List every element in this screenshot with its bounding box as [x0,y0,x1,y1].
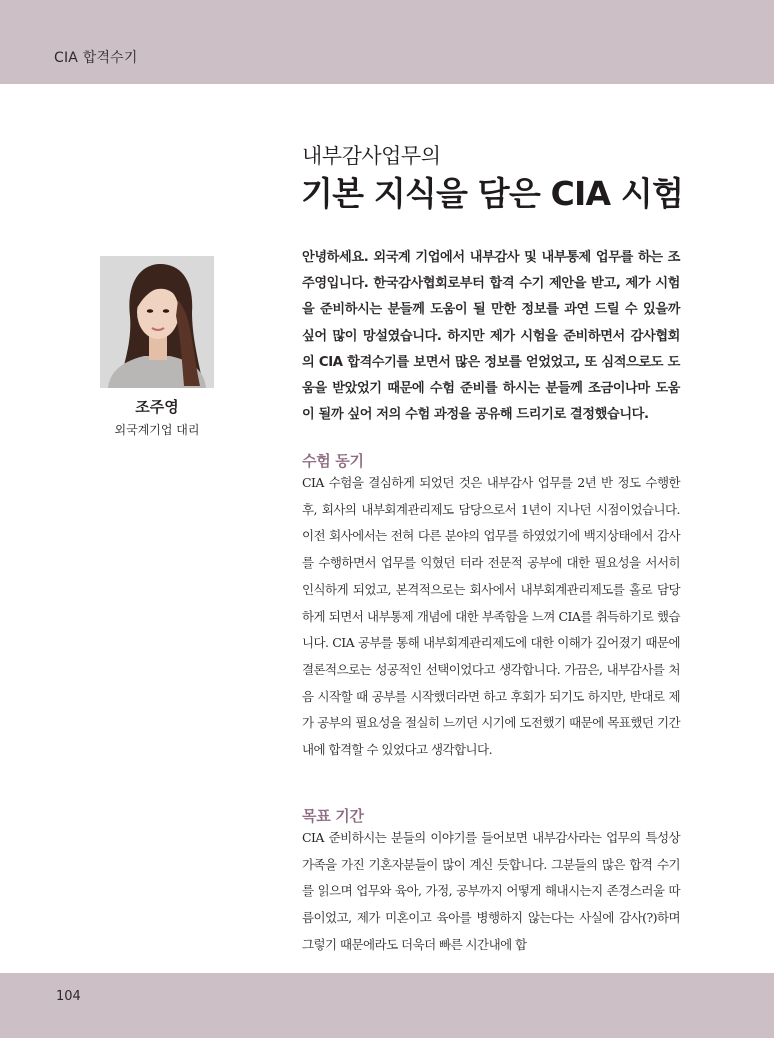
section-heading-motivation: 수험 동기 [302,452,364,470]
author-name: 조주영 [135,398,179,416]
footer-band [0,973,774,1038]
section-heading-target-period: 목표 기간 [302,807,364,825]
page-number: 104 [56,989,81,1004]
section-body-motivation: CIA 수험을 결심하게 되었던 것은 내부감사 업무를 2년 반 정도 수행한 후, 회사의 내부회계관리제도 담당으로서 1년이 지나던 시점이었습니다. 이전 회사에서는 전혀 다른 분야의 업무를 하였었기에 백지상태에서 감사를 수행하면서 업무를 익혔던 터라 전문적 공부에 대한 필요성을 서서히 인식하게 되었고, 본격적으로는 회사에서 내부회계관리제도를 홀로 담당하게 되면서 내부통제 개념에 대한 부족함을 느껴 CIA를 취득하기로 했습니다. CIA 공부를 통해 내부회계관리제도에 대한 이해가 깊어졌기 때문에 결론적으로는 성공적인 선택이었다고 생각합니다. 가끔은, 내부감사를 처음 시작할 때 공부를 시작했더라면 하고 후회가 되기도 하지만, 반대로 제가 공부의 필요성을 절실히 느끼던 시기에 도전했기 때문에 목표했던 기간 내에 합격할 수 있었다고 생각합니다. [302,475,680,758]
author-title: 외국계기업 대리 [114,423,200,437]
article-title: 기본 지식을 담은 CIA 시험 [301,174,684,213]
section-body-target-period: CIA 준비하시는 분들의 이야기를 들어보면 내부감사라는 업무의 특성상 가족을 가진 기혼자분들이 많이 계신 듯합니다. 그분들의 많은 합격 수기를 읽으며 업무와 육아, 가정, 공부까지 어떻게 해내시는지 존경스러울 따름이었고, 제가 미혼이고 육아를 병행하지 않는다는 사실에 감사(?)하며 그렇기 때문에라도 더욱더 빠른 시간내에 합 [302,830,680,952]
article-subtitle: 내부감사업무의 [302,144,441,168]
intro-paragraph: 안녕하세요. 외국계 기업에서 내부감사 및 내부통제 업무를 하는 조주영입니다. 한국감사협회로부터 합격 수기 제안을 받고, 제가 시험을 준비하시는 분들께 도움이 될 만한 정보를 과연 드릴 수 있을까 싶어 많이 망설였습니다. 하지만 제가 시험을 준비하면서 감사협회의 CIA 합격수기를 보면서 많은 정보를 얻었었고, 또 심적으로도 도움을 받았었기 때문에 수험 준비를 하시는 분들께 조금이나마 도움이 될까 싶어 저의 수험 과정을 공유해 드리기로 결정했습니다. [302,250,680,423]
author-photo [100,256,214,388]
header-band [0,0,774,84]
section-label: CIA 합격수기 [54,50,138,66]
